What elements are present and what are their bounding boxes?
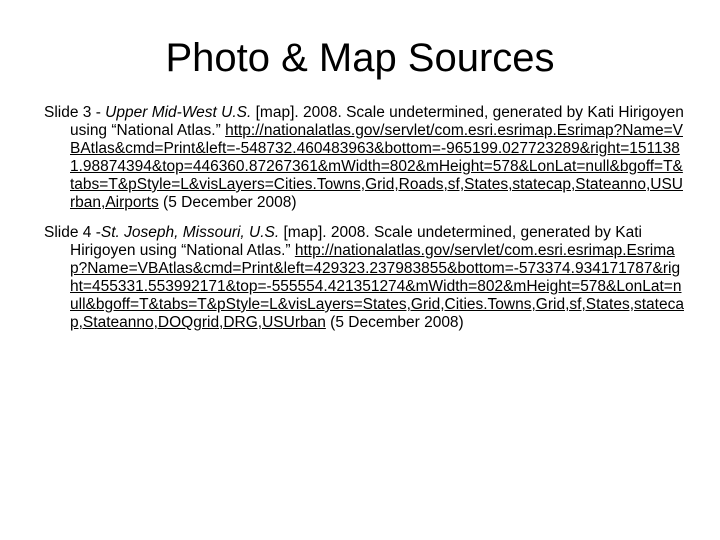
reference-list [44,104,684,344]
reference-prefix: Slide 4 - [44,224,101,241]
reference-date: (5 December 2008) [325,314,464,331]
reference-map-title: St. Joseph, Missouri, U.S. [100,224,280,241]
reference-description: [map]. 2008. Scale undetermined, generated by Kati Hirigoyen using “National Atlas.” [70,104,684,139]
reference-prefix: Slide 3 - [44,104,106,121]
reference-link[interactable]: http://nationalatlas.gov/servlet/com.esri.esrimap.Esrimap?Name=VBAtlas&cmd=Print&left=429323.237983855&bottom=-573374.934171787&right=455331.553992171&top=-555554.421351274&mWidth=802&mHeight=578&LonLat=null&bgoff=T&tabs=T&pStyle=L&visLayers=States,Grid,Cities.Towns,Grid,sf,States,statecap,Stateanno,DOQgrid,DRG,USUrban [70,242,684,331]
reference-date: (5 December 2008) [158,194,297,211]
reference-item-slide-3 [44,104,684,212]
reference-item-slide-4 [44,224,684,332]
reference-map-title: Upper Mid-West U.S. [105,104,252,121]
slide-title: Photo & Map Sources [165,36,555,80]
reference-description: [map]. 2008. Scale undetermined, generated by Kati Hirigoyen using “National Atlas.” [70,224,642,259]
reference-link[interactable]: http://nationalatlas.gov/servlet/com.esri.esrimap.Esrimap?Name=VBAtlas&cmd=Print&left=-548732.460483963&bottom=-965199.027723289&right=1511381.98874394&top=446360.87267361&mWidth=802&mHeight=578&LonLat=null&bgoff=T&tabs=T&pStyle=L&visLayers=Cities.Towns,Grid,Roads,sf,States,statecap,Stateanno,USUrban,Airports [70,122,683,211]
